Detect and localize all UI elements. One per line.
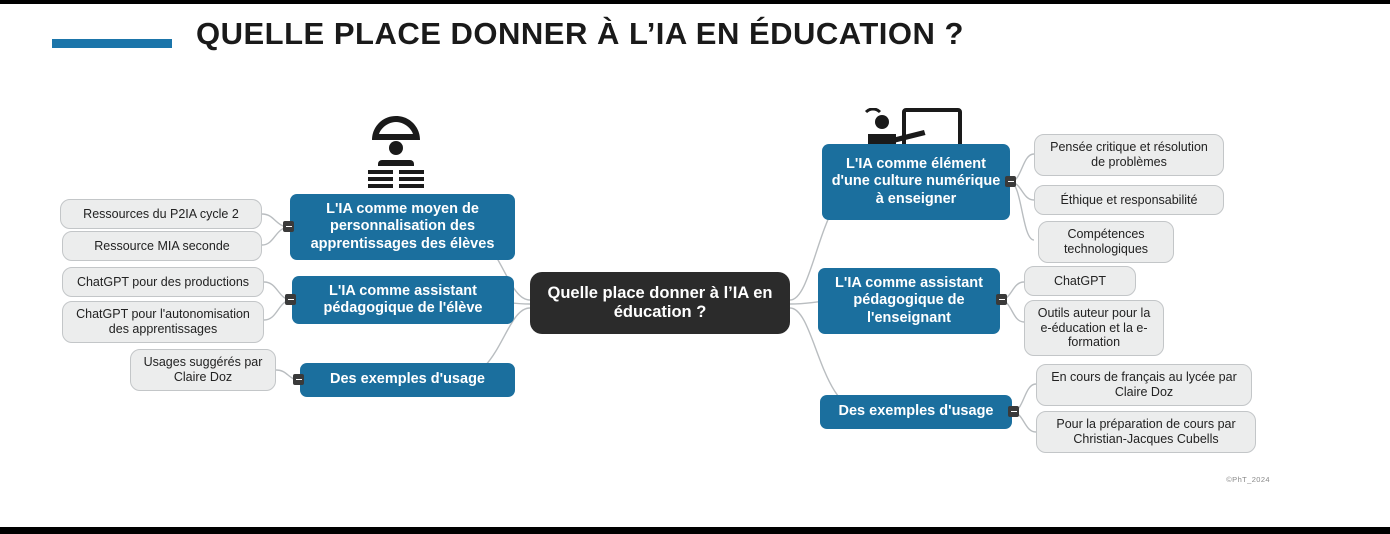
student-reading-icon	[358, 114, 434, 197]
leaf-ethique-responsabilite[interactable]: Éthique et responsabilité	[1034, 185, 1224, 215]
collapse-handle-left-1[interactable]	[283, 221, 294, 232]
leaf-chatgpt-productions[interactable]: ChatGPT pour des productions	[62, 267, 264, 297]
branch-left-exemples[interactable]: Des exemples d'usage	[300, 363, 515, 397]
branch-right-assistant-enseignant[interactable]: L'IA comme assistant pédagogique de l'enseignant	[818, 268, 1000, 334]
collapse-handle-left-2[interactable]	[285, 294, 296, 305]
leaf-pensee-critique[interactable]: Pensée critique et résolution de problèmes	[1034, 134, 1224, 176]
copyright-credit: ©PhT_2024	[1226, 475, 1270, 484]
slide-top-border	[0, 0, 1390, 4]
leaf-chatgpt-autonomisation[interactable]: ChatGPT pour l'autonomisation des apprentissages	[62, 301, 264, 343]
branch-left-personnalisation[interactable]: L'IA comme moyen de personnalisation des apprentissages des élèves	[290, 194, 515, 260]
central-node[interactable]: Quelle place donner à l’IA en éducation ?	[530, 272, 790, 334]
mindmap-diagram	[0, 72, 1390, 522]
collapse-handle-right-3[interactable]	[1008, 406, 1019, 417]
title-accent-rule	[52, 39, 172, 48]
collapse-handle-left-3[interactable]	[293, 374, 304, 385]
page-title: QUELLE PLACE DONNER À L’IA EN ÉDUCATION ?	[196, 16, 964, 51]
leaf-preparation-cours[interactable]: Pour la préparation de cours par Christian-Jacques Cubells	[1036, 411, 1256, 453]
leaf-ressource-mia[interactable]: Ressource MIA seconde	[62, 231, 262, 261]
leaf-ressources-p2ia[interactable]: Ressources du P2IA cycle 2	[60, 199, 262, 229]
leaf-cours-francais-lycee[interactable]: En cours de français au lycée par Claire Doz	[1036, 364, 1252, 406]
branch-left-assistant-eleve[interactable]: L'IA comme assistant pédagogique de l'élève	[292, 276, 514, 324]
leaf-outils-auteur[interactable]: Outils auteur pour la e-éducation et la e-formation	[1024, 300, 1164, 356]
leaf-competences-technologiques[interactable]: Compétences technologiques	[1038, 221, 1174, 263]
branch-right-culture-numerique[interactable]: L'IA comme élément d'une culture numérique à enseigner	[822, 144, 1010, 220]
leaf-chatgpt[interactable]: ChatGPT	[1024, 266, 1136, 296]
collapse-handle-right-1[interactable]	[1005, 176, 1016, 187]
collapse-handle-right-2[interactable]	[996, 294, 1007, 305]
leaf-usages-claire-doz[interactable]: Usages suggérés par Claire Doz	[130, 349, 276, 391]
branch-right-exemples[interactable]: Des exemples d'usage	[820, 395, 1012, 429]
slide-bottom-border	[0, 527, 1390, 534]
